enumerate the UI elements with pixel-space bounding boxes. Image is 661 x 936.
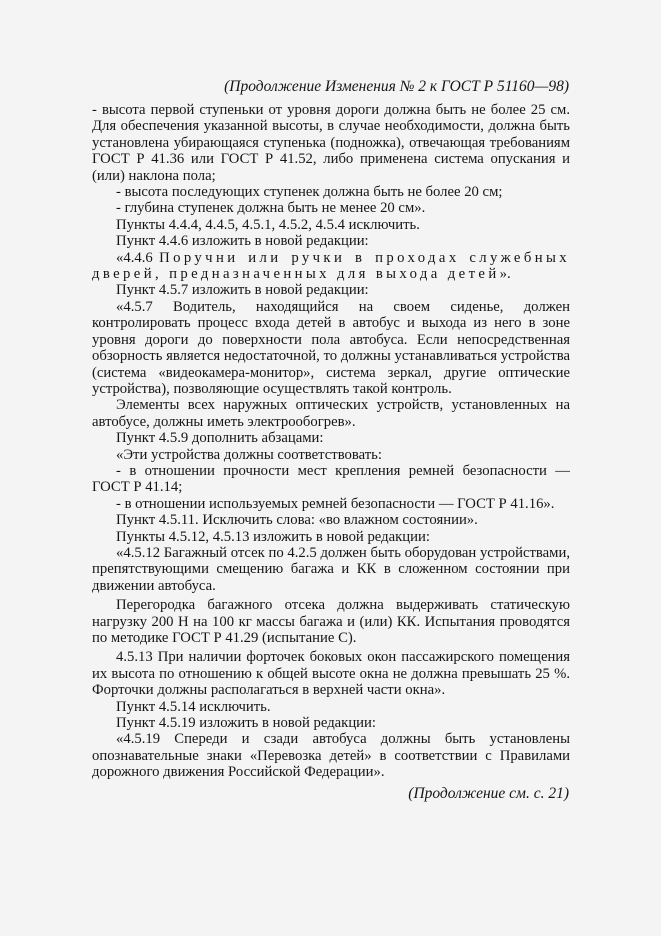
paragraph: Пункт 4.4.6 изложить в новой редакции: [116,233,369,250]
paragraph: «4.5.19 Спереди и сзади автобуса должны быть установлены опознавательные знаки «Перевозка детей» в соответствии с Правилами дорожного движения Российской Федерации». [92,731,570,781]
paragraph: Пункт 4.5.11. Исключить слова: «во влажном состоянии». [116,512,478,529]
clause-number: «4.4.6 [116,249,160,266]
paragraph: Пункты 4.5.12, 4.5.13 изложить в новой редакции: [116,528,430,545]
paragraph: «4.5.7 Водитель, находящийся на своем сиденье, должен контролировать процесс входа детей в автобус и выхода из него в зоне уровня дороги до поверхности пола автобуса. Если непосредственная обзорность является недостаточной, то должны устанавливаться устройства (система «видеокамера-монитор», система зеркал, другие оптические устройства), позволяющие осуществлять такой контроль. [92,298,570,397]
paragraph: «Эти устройства должны соответствовать: [116,446,382,463]
paragraph-4-4-6 [92,250,570,283]
paragraph: Пункт 4.5.14 исключить. [116,698,271,715]
spaced-heading: Поручни или ручки в проходах служебных дверей, предназначенных для выхода детей [92,249,570,283]
continuation-note: (Продолжение см. с. 21) [408,785,569,802]
page-header: (Продолжение Изменения № 2 к ГОСТ Р 51160—98) [224,78,569,95]
paragraph: «4.5.12 Багажный отсек по 4.2.5 должен быть оборудован устройствами, препятствующими смещению багажа и КК в сложенном состоянии при движении автобуса. [92,544,570,594]
paragraph: - в отношении используемых ремней безопасности — ГОСТ Р 41.16». [116,495,555,512]
paragraph: - высота первой ступеньки от уровня дороги должна быть не более 25 см. Для обеспечения указанной высоты, в случае необходимости, должна быть установлена убирающаяся ступенька (подножка), отвечающая требованиям ГОСТ Р 41.36 или ГОСТ Р 41.52, либо применена система опускания и (или) наклона пола; [92,102,570,184]
paragraph: - глубина ступенек должна быть не менее 20 см». [116,200,426,217]
paragraph: - в отношении прочности мест крепления ремней безопасности — ГОСТ Р 41.14; [92,462,570,496]
paragraph: Пункты 4.4.4, 4.4.5, 4.5.1, 4.5.2, 4.5.4 исключить. [116,216,420,233]
paragraph: Элементы всех наружных оптических устройств, установленных на автобусе, должны иметь электрообогрев». [92,397,570,430]
paragraph: Перегородка багажного отсека должна выдерживать статическую нагрузку 200 Н на 100 кг массы багажа и (или) КК. Испытания проводятся по методике ГОСТ Р 41.29 (испытание С). [92,597,570,646]
paragraph: Пункт 4.5.9 дополнить абзацами: [116,430,324,447]
document-body [92,102,570,781]
paragraph: 4.5.13 При наличии форточек боковых окон пассажирского помещения их высота по отношению к общей высоте окна не должна превышать 25 %. Форточки должны располагаться в верхней части окна». [92,649,570,699]
clause-end: ». [499,266,511,283]
paragraph: Пункт 4.5.19 изложить в новой редакции: [116,715,376,732]
paragraph: - высота последующих ступенек должна быть не более 20 см; [116,184,503,201]
paragraph: Пункт 4.5.7 изложить в новой редакции: [116,282,369,299]
